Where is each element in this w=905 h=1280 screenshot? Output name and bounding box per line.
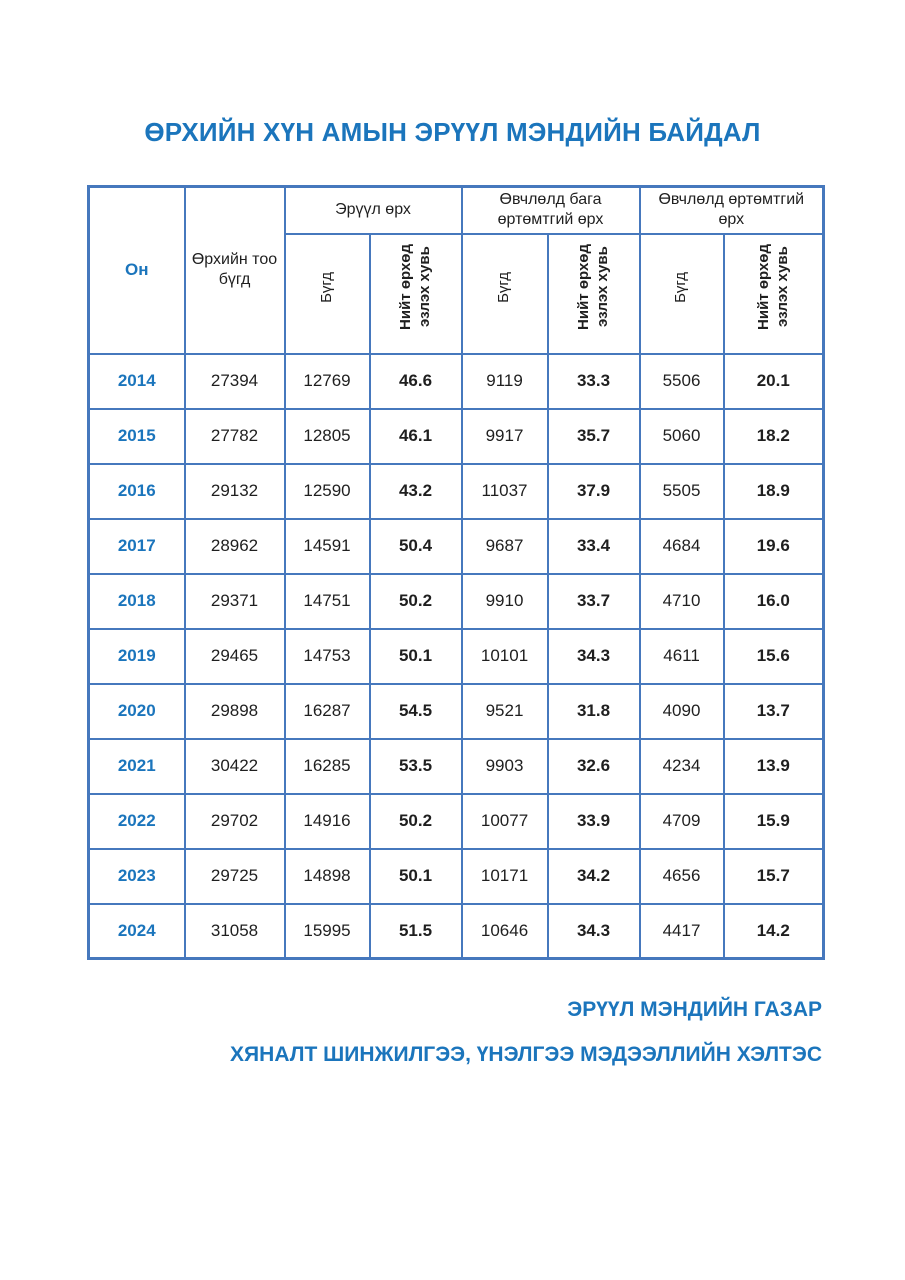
percent-cell: 46.1 xyxy=(370,409,462,464)
table-body xyxy=(89,354,824,959)
percent-cell: 34.3 xyxy=(548,904,640,959)
count-cell: 14751 xyxy=(285,574,370,629)
percent-cell: 15.9 xyxy=(724,794,824,849)
percent-cell: 20.1 xyxy=(724,354,824,409)
percent-cell: 50.2 xyxy=(370,794,462,849)
table-row xyxy=(89,464,824,519)
footer xyxy=(230,997,822,1067)
subheader-healthy-percent xyxy=(370,234,462,354)
count-cell: 12769 xyxy=(285,354,370,409)
count-cell: 12805 xyxy=(285,409,370,464)
count-cell: 29725 xyxy=(185,849,285,904)
percent-cell: 32.6 xyxy=(548,739,640,794)
year-cell: 2014 xyxy=(89,354,185,409)
count-cell: 29465 xyxy=(185,629,285,684)
percent-cell: 35.7 xyxy=(548,409,640,464)
count-cell: 10171 xyxy=(462,849,548,904)
count-cell: 31058 xyxy=(185,904,285,959)
group-header-low-susceptibility: Өвчлөлд бага өртөмтгий өрх xyxy=(462,187,640,234)
subheader-lowrisk-percent xyxy=(548,234,640,354)
percent-cell: 16.0 xyxy=(724,574,824,629)
count-cell: 29371 xyxy=(185,574,285,629)
percent-cell: 33.7 xyxy=(548,574,640,629)
count-cell: 5506 xyxy=(640,354,724,409)
count-cell: 16287 xyxy=(285,684,370,739)
percent-cell: 31.8 xyxy=(548,684,640,739)
subheader-healthy-percent-label: Нийт өрхөд эзлэх хувь xyxy=(396,244,433,330)
percent-cell: 33.4 xyxy=(548,519,640,574)
percent-cell: 15.6 xyxy=(724,629,824,684)
subheader-healthy-total xyxy=(285,234,370,354)
count-cell: 4656 xyxy=(640,849,724,904)
count-cell: 29898 xyxy=(185,684,285,739)
count-cell: 4709 xyxy=(640,794,724,849)
count-cell: 9917 xyxy=(462,409,548,464)
year-cell: 2021 xyxy=(89,739,185,794)
year-cell: 2023 xyxy=(89,849,185,904)
count-cell: 4090 xyxy=(640,684,724,739)
year-cell: 2024 xyxy=(89,904,185,959)
subheader-lowrisk-percent-label: Нийт өрхөд эзлэх хувь xyxy=(574,244,611,330)
count-cell: 14898 xyxy=(285,849,370,904)
percent-cell: 50.4 xyxy=(370,519,462,574)
percent-cell: 43.2 xyxy=(370,464,462,519)
percent-cell: 15.7 xyxy=(724,849,824,904)
count-cell: 12590 xyxy=(285,464,370,519)
count-cell: 9119 xyxy=(462,354,548,409)
count-cell: 4710 xyxy=(640,574,724,629)
group-header-row xyxy=(89,187,824,234)
group-header-healthy-households: Эрүүл өрх xyxy=(285,187,462,234)
percent-cell: 34.2 xyxy=(548,849,640,904)
percent-cell: 50.2 xyxy=(370,574,462,629)
count-cell: 9903 xyxy=(462,739,548,794)
count-cell: 9687 xyxy=(462,519,548,574)
count-cell: 30422 xyxy=(185,739,285,794)
year-cell: 2016 xyxy=(89,464,185,519)
subheader-susceptible-percent xyxy=(724,234,824,354)
count-cell: 27782 xyxy=(185,409,285,464)
percent-cell: 13.9 xyxy=(724,739,824,794)
footer-department: ХЯНАЛТ ШИНЖИЛГЭЭ, ҮНЭЛГЭЭ МЭДЭЭЛЛИЙН ХЭЛТЭС xyxy=(230,1043,822,1067)
percent-cell: 53.5 xyxy=(370,739,462,794)
percent-cell: 14.2 xyxy=(724,904,824,959)
table-row xyxy=(89,849,824,904)
percent-cell: 13.7 xyxy=(724,684,824,739)
count-cell: 29132 xyxy=(185,464,285,519)
count-cell: 5060 xyxy=(640,409,724,464)
count-cell: 27394 xyxy=(185,354,285,409)
count-cell: 14591 xyxy=(285,519,370,574)
count-cell: 10646 xyxy=(462,904,548,959)
year-cell: 2020 xyxy=(89,684,185,739)
count-cell: 10101 xyxy=(462,629,548,684)
percent-cell: 46.6 xyxy=(370,354,462,409)
group-header-susceptible: Өвчлөлд өртөмтгий өрх xyxy=(640,187,824,234)
table-row xyxy=(89,684,824,739)
table-row xyxy=(89,739,824,794)
count-cell: 14753 xyxy=(285,629,370,684)
table-row xyxy=(89,409,824,464)
count-cell: 15995 xyxy=(285,904,370,959)
year-cell: 2019 xyxy=(89,629,185,684)
percent-cell: 33.9 xyxy=(548,794,640,849)
percent-cell: 19.6 xyxy=(724,519,824,574)
year-cell: 2022 xyxy=(89,794,185,849)
percent-cell: 34.3 xyxy=(548,629,640,684)
count-cell: 10077 xyxy=(462,794,548,849)
percent-cell: 33.3 xyxy=(548,354,640,409)
subheader-susceptible-percent-label: Нийт өрхөд эзлэх хувь xyxy=(754,244,791,330)
year-column-header: Он xyxy=(89,187,185,354)
count-cell: 9910 xyxy=(462,574,548,629)
household-health-table xyxy=(87,185,825,960)
percent-cell: 50.1 xyxy=(370,629,462,684)
subheader-lowrisk-total-label: Бүгд xyxy=(495,271,513,303)
table-row xyxy=(89,794,824,849)
count-cell: 29702 xyxy=(185,794,285,849)
table-row xyxy=(89,519,824,574)
count-cell: 11037 xyxy=(462,464,548,519)
year-cell: 2015 xyxy=(89,409,185,464)
percent-cell: 51.5 xyxy=(370,904,462,959)
percent-cell: 37.9 xyxy=(548,464,640,519)
count-cell: 4684 xyxy=(640,519,724,574)
table-row xyxy=(89,354,824,409)
percent-cell: 18.2 xyxy=(724,409,824,464)
count-cell: 16285 xyxy=(285,739,370,794)
subheader-healthy-total-label: Бүгд xyxy=(317,271,335,303)
percent-cell: 18.9 xyxy=(724,464,824,519)
subheader-susceptible-total xyxy=(640,234,724,354)
count-cell: 4417 xyxy=(640,904,724,959)
subheader-susceptible-total-label: Бүгд xyxy=(672,271,690,303)
percent-cell: 50.1 xyxy=(370,849,462,904)
year-cell: 2017 xyxy=(89,519,185,574)
count-cell: 9521 xyxy=(462,684,548,739)
households-total-column-header: Өрхийн тоо бүгд xyxy=(185,187,285,354)
subheader-lowrisk-total xyxy=(462,234,548,354)
count-cell: 28962 xyxy=(185,519,285,574)
count-cell: 4234 xyxy=(640,739,724,794)
footer-organization: ЭРҮҮЛ МЭНДИЙН ГАЗАР xyxy=(567,998,822,1021)
year-cell: 2018 xyxy=(89,574,185,629)
count-cell: 4611 xyxy=(640,629,724,684)
page-title: ӨРХИЙН ХҮН АМЫН ЭРҮҮЛ МЭНДИЙН БАЙДАЛ xyxy=(144,117,761,147)
table-row xyxy=(89,904,824,959)
table-row xyxy=(89,629,824,684)
count-cell: 14916 xyxy=(285,794,370,849)
percent-cell: 54.5 xyxy=(370,684,462,739)
count-cell: 5505 xyxy=(640,464,724,519)
table-row xyxy=(89,574,824,629)
